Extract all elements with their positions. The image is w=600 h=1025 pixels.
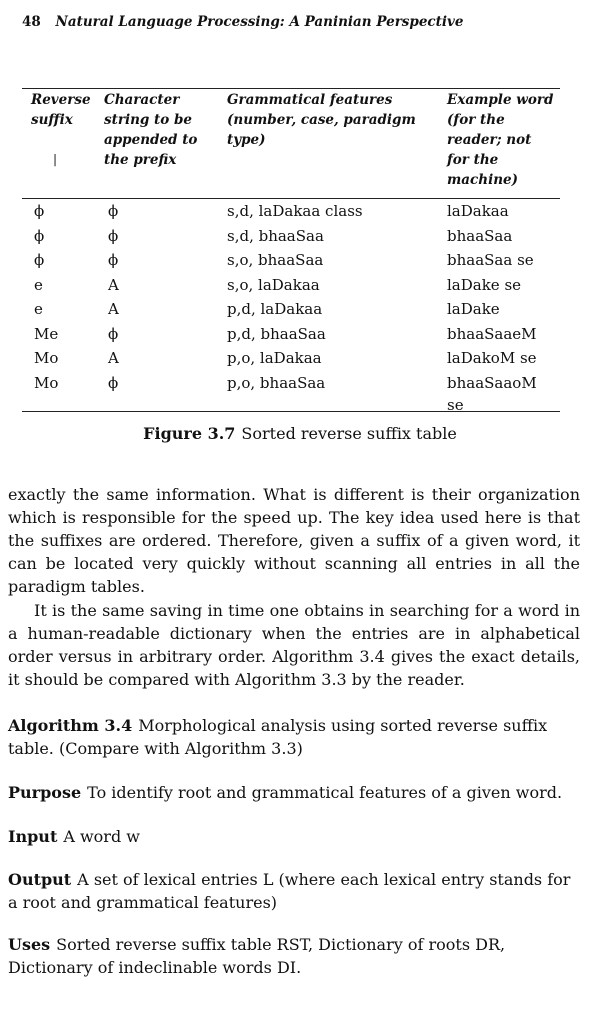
cell-reverse-suffix: ϕ [34,202,45,220]
algorithm-purpose [8,781,580,804]
algorithm-title: Morphological analysis using sorted reverse suffix table. (Compare with Algorithm 3.3) [8,716,548,758]
cell-reverse-suffix: Mo [34,373,59,392]
column-header-reverse-suffix: Reverse suffix [31,92,91,128]
cell-reverse-suffix: Mo [34,349,59,367]
running-title: Natural Language Processing: A Paninian Perspective [55,14,464,30]
cell-example-word: bhaaSaa se [447,251,534,269]
cell-grammatical-features: s,o, bhaaSaa [227,251,324,269]
cell-character-string: ϕ [108,373,119,392]
output-label: Output [8,870,72,889]
algorithm-input [8,825,580,848]
cell-reverse-suffix: e [34,300,43,318]
cell-character-string: ϕ [108,226,119,245]
cell-grammatical-features: s,o, laDakaa [227,275,320,294]
table-row [22,272,560,297]
algorithm-output [8,868,580,914]
cell-character-string: ϕ [108,251,119,269]
page-number: 48 [22,14,41,30]
body-paragraph: It is the same saving in time one obtains in searching for a word in a human-readable dictionary when the entries are in alphabetical order versus in arbitrary order. Algorithm 3.4 gives the exact details, it should be compared with Algorithm 3.3 by the reader. [8,601,580,689]
figure-label: Figure 3.7 [143,424,236,443]
cell-reverse-suffix: Me [34,324,59,343]
cell-character-string: ϕ [108,324,119,343]
column-header-character-string: Character string to be appended to the prefix [104,92,198,168]
cell-example-word: bhaaSaaeM [447,324,537,343]
cell-example-word: bhaaSaaoM se [447,373,537,414]
cell-grammatical-features: p,o, bhaaSaa [227,373,326,392]
table-row [22,345,560,370]
cell-reverse-suffix: ϕ [34,251,45,269]
table-top-rule [22,88,560,89]
table-row [22,198,560,223]
uses-label: Uses [8,935,51,954]
stray-mark: | [53,152,58,166]
column-header-grammatical-features: Grammatical features (number, case, paradigm type) [227,92,416,148]
figure-caption-text: Sorted reverse suffix table [241,424,457,443]
column-header-example-word: Example word (for the reader; not for the machine) [447,92,554,188]
cell-example-word: laDakaa [447,202,509,220]
cell-character-string: A [108,275,119,294]
cell-character-string: ϕ [108,202,119,220]
purpose-text: To identify root and grammatical features of a given word. [87,783,563,802]
cell-grammatical-features: s,d, laDakaa class [227,202,363,220]
cell-example-word: laDake se [447,275,522,294]
cell-example-word: bhaaSaa [447,226,513,245]
purpose-label: Purpose [8,783,82,802]
cell-reverse-suffix: e [34,275,43,294]
table-row [22,247,560,272]
table-row [22,296,560,321]
figure-caption [0,424,600,443]
cell-example-word: laDakoM se [447,349,537,367]
algorithm-heading [8,714,580,760]
body-paragraph: exactly the same information. What is different is their organization which is responsible for the speed up. The key idea used here is that the suffixes are ordered. Therefore, given a suffix of a given word, it can be located very quickly without scanning all entries in all the paradigm tables. [8,485,580,596]
table-bottom-rule [22,411,560,412]
cell-example-word: laDake [447,300,500,318]
cell-grammatical-features: s,d, bhaaSaa [227,226,324,245]
cell-reverse-suffix: ϕ [34,226,45,245]
output-text: A set of lexical entries L (where each lexical entry stands for a root and grammatical features) [8,870,571,912]
uses-text: Sorted reverse suffix table RST, Dictionary of roots DR, Dictionary of indeclinable words DI. [8,935,506,977]
running-header [22,14,463,30]
input-label: Input [8,827,58,846]
cell-grammatical-features: p,o, laDakaa [227,349,322,367]
table-row [22,223,560,248]
input-text: A word w [63,827,140,846]
table-body [22,198,560,418]
cell-character-string: A [108,349,119,367]
cell-grammatical-features: p,d, laDakaa [227,300,323,318]
table-row [22,321,560,346]
cell-character-string: A [108,300,119,318]
algorithm-label: Algorithm 3.4 [8,716,133,735]
cell-grammatical-features: p,d, bhaaSaa [227,324,326,343]
algorithm-uses [8,933,580,979]
